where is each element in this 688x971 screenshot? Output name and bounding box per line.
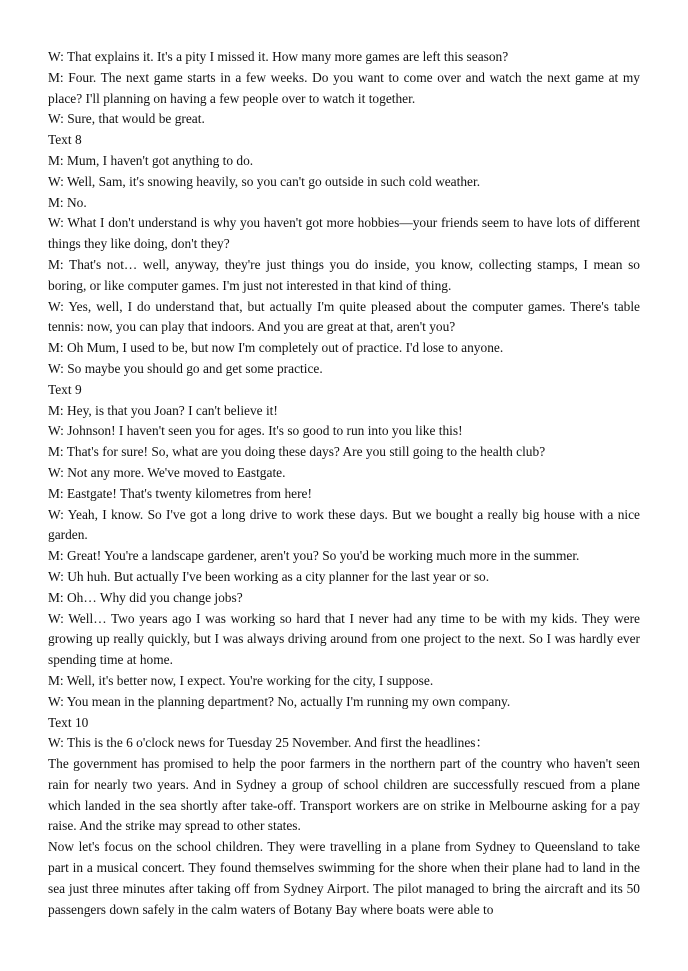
dialogue-paragraph: M: Great! You're a landscape gardener, aren't you? So you'd be working much more in the summer. (48, 548, 580, 564)
dialogue-paragraph: M: No. (48, 194, 87, 210)
dialogue-paragraph: M: Four. The next game starts in a few weeks. Do you want to come over and watch the next game at my place? I'll planning on having a few people over to watch it together. (48, 69, 640, 106)
section-heading: Text 10 (48, 714, 89, 730)
dialogue-paragraph: W: This is the 6 o'clock news for Tuesday 25 November. And first the headlines： (48, 735, 489, 751)
dialogue-paragraph: M: That's for sure! So, what are you doing these days? Are you still going to the health club? (48, 444, 546, 460)
dialogue-paragraph: W: Not any more. We've moved to Eastgate. (48, 464, 286, 480)
dialogue-paragraph: W: What I don't understand is why you haven't got more hobbies—your friends seem to have lots of different things they like doing, don't they? (48, 215, 640, 252)
dialogue-paragraph: M: Well, it's better now, I expect. You're working for the city, I suppose. (48, 672, 434, 688)
section-heading: Text 9 (48, 381, 82, 397)
dialogue-paragraph: M: Oh Mum, I used to be, but now I'm completely out of practice. I'd lose to anyone. (48, 340, 504, 356)
section-heading: Text 8 (48, 132, 82, 148)
dialogue-paragraph: W: So maybe you should go and get some practice. (48, 360, 323, 376)
dialogue-paragraph: M: That's not… well, anyway, they're just things you do inside, you know, collecting stamps, I mean so boring, or like computer games. I'm just not interested in that kind of thing. (48, 256, 640, 293)
dialogue-paragraph: M: Eastgate! That's twenty kilometres from here! (48, 485, 312, 501)
dialogue-paragraph: W: Johnson! I haven't seen you for ages. It's so good to run into you like this! (48, 423, 463, 439)
document-page (48, 47, 640, 920)
dialogue-paragraph: W: You mean in the planning department? No, actually I'm running my own company. (48, 693, 511, 709)
dialogue-paragraph: The government has promised to help the poor farmers in the northern part of the country who haven't seen rain for nearly two years. And in Sydney a group of school children are successfully rescued from a plane which landed in the sea shortly after take-off. Transport workers are on strike in Melbourne asking for a pay raise. And the strike may spread to other states. (48, 756, 640, 834)
dialogue-paragraph: M: Hey, is that you Joan? I can't believe it! (48, 402, 278, 418)
dialogue-paragraph: W: Well… Two years ago I was working so hard that I never had any time to be with my kids. They were growing up really quickly, but I was always driving around from one project to the next. So I was hardly ever spending time at home. (48, 610, 640, 668)
dialogue-paragraph: W: That explains it. It's a pity I missed it. How many more games are left this season? (48, 49, 509, 64)
dialogue-paragraph: M: Mum, I haven't got anything to do. (48, 152, 254, 168)
dialogue-paragraph: Now let's focus on the school children. They were travelling in a plane from Sydney to Queensland to take part in a musical concert. They found themselves swimming for the shore when their plane had to land in the sea just three minutes after taking off from Sydney Airport. The pilot managed to bring the aircraft and its 50 passengers down safely in the calm waters of Botany Bay where boats were able to (48, 839, 640, 917)
dialogue-paragraph: W: Well, Sam, it's snowing heavily, so you can't go outside in such cold weather. (48, 173, 481, 189)
dialogue-paragraph: W: Sure, that would be great. (48, 111, 205, 127)
dialogue-paragraph: M: Oh… Why did you change jobs? (48, 589, 243, 605)
dialogue-paragraph: W: Yes, well, I do understand that, but actually I'm quite pleased about the computer games. There's table tennis: now, you can play that indoors. And you are great at that, aren't you? (48, 298, 640, 335)
dialogue-paragraph: W: Uh huh. But actually I've been working as a city planner for the last year or so. (48, 568, 490, 584)
dialogue-paragraph: W: Yeah, I know. So I've got a long drive to work these days. But we bought a really big house with a nice garden. (48, 506, 640, 543)
